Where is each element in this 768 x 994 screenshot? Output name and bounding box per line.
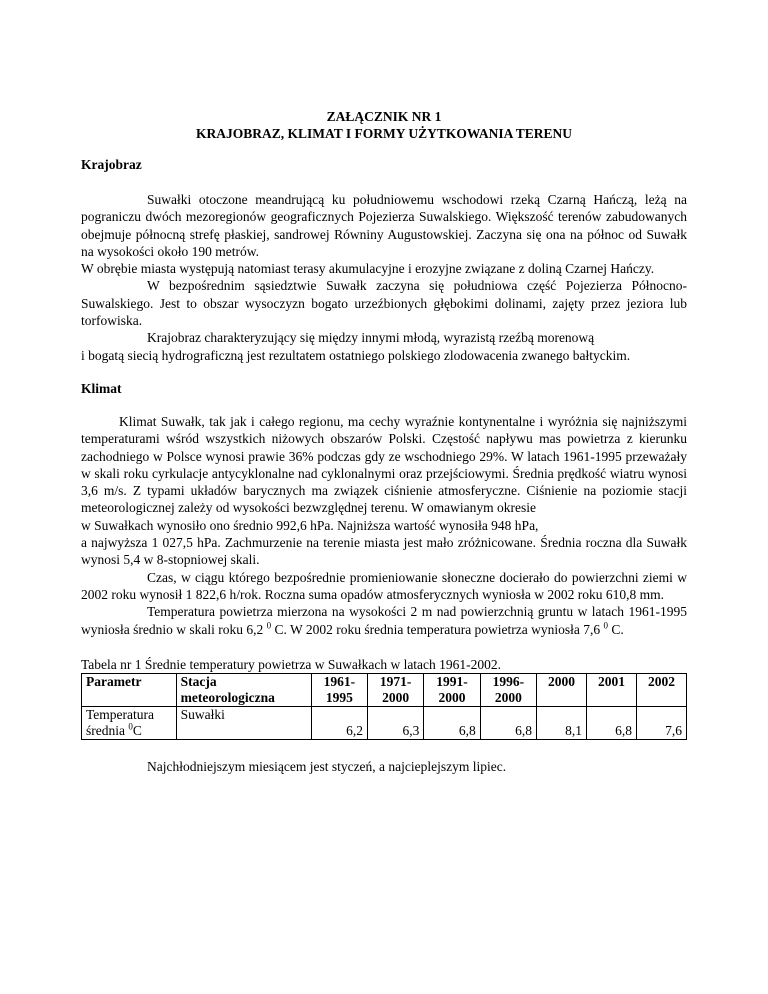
cell-value: 6,8 — [480, 706, 536, 739]
header-param: Parametr — [82, 673, 177, 706]
closing-paragraph: Najchłodniejszym miesiącem jest styczeń, a najcieplejszym lipiec. — [147, 758, 507, 774]
text-run: Temperatura powietrza mierzona na wysokości 2 m nad powierzchnią gruntu w latach 1961-1995 wyniosła średnio w skali roku 6,2 — [81, 604, 687, 637]
title-line-1: ZAŁĄCZNIK NR 1 — [326, 109, 442, 124]
paragraph: i bogatą siecią hydrograficzną jest rezultatem ostatniego polskiego zlodowacenia zwanego bałtyckim. — [81, 347, 631, 363]
cell-value: 7,6 — [636, 706, 686, 739]
cell-param — [82, 706, 177, 739]
text-run: C. W 2002 roku średnia temperatura powietrza wyniosła 7,6 — [271, 621, 604, 637]
temperature-table — [81, 673, 687, 740]
paragraph: Krajobraz charakteryzujący się między innymi młodą, wyrazistą rzeźbą morenową — [147, 330, 595, 346]
paragraph: w Suwałkach wynosiło ono średnio 992,6 hPa. Najniższa wartość wynosiła 948 hPa, — [81, 517, 539, 533]
text-run: średnia — [86, 722, 129, 738]
degree-sup: 0 — [603, 620, 609, 631]
header-col: 1961-1995 — [311, 673, 367, 706]
text-run: Temperatura — [86, 706, 155, 722]
document-title — [81, 108, 687, 142]
degree-sup: 0 — [128, 721, 133, 732]
table-header-row — [82, 673, 687, 706]
paragraph: W bezpośrednim sąsiedztwie Suwałk zaczyna się południowa część Pojezierza Północno-Suwalskiego. Jest to obszar wysoczyzn bogato urzeźbionych głębokimi dolinami, zajęty przez jeziora lub torfowiska. — [81, 278, 687, 329]
header-station: Stacja meteorologiczna — [176, 673, 311, 706]
document-page — [81, 0, 687, 775]
cell-value: 6,2 — [311, 706, 367, 739]
section-body-klimat — [81, 413, 687, 638]
header-col: 1996-2000 — [480, 673, 536, 706]
text-run: C. — [608, 621, 624, 637]
cell-station: Suwałki — [176, 706, 311, 739]
table-row — [82, 706, 687, 739]
paragraph-temperature — [81, 603, 687, 638]
cell-value: 6,3 — [368, 706, 424, 739]
title-line-2: KRAJOBRAZ, KLIMAT I FORMY UŻYTKOWANIA TERENU — [195, 126, 573, 141]
paragraph: W obrębie miasta występują natomiast terasy akumulacyjne i erozyjne związane z doliną Czarnej Hańczy. — [81, 261, 655, 277]
cell-value: 6,8 — [587, 706, 637, 739]
header-col: 2000 — [537, 673, 587, 706]
section-heading-krajobraz: Krajobraz — [81, 157, 142, 172]
text-run: C — [132, 722, 142, 738]
header-col: 1991-2000 — [424, 673, 480, 706]
paragraph: Czas, w ciągu którego bezpośrednie promieniowanie słoneczne docierało do powierzchni ziemi w 2002 roku wynosił 1 822,6 h/rok. Roczna suma opadów atmosferycznych wyniosła w 2002 roku 610,8 mm. — [81, 569, 687, 602]
degree-sup: 0 — [266, 620, 272, 631]
section-body-krajobraz — [81, 191, 687, 364]
header-col: 2001 — [587, 673, 637, 706]
cell-value: 8,1 — [537, 706, 587, 739]
paragraph: a najwyższa 1 027,5 hPa. Zachmurzenie na terenie miasta jest mało zróżnicowane. Średnia roczna dla Suwałk wynosi 5,4 w 8-stopniowej skali. — [81, 535, 687, 568]
paragraph: Klimat Suwałk, tak jak i całego regionu, ma cechy wyraźnie kontynentalne i wyróżnia się najniższymi temperaturami wśród wszystkich niżowych obszarów Polski. Częstość napływu mas powietrza z kierunku zachodniego w Polsce wynosi prawie 36% podczas gdy ze wschodniego 29%. W latach 1961-1995 przeważały w skali roku cyrkulacje antycyklonalne nad cyklonalnymi oraz przejściowymi. Średnia prędkość wiatru wynosi 3,6 m/s. Z typami układów barycznych ma związek ciśnienie atmosferyczne. Ciśnienie na poziomie stacji meteorologicznej zależy od wysokości bezwzględnej terenu. W omawianym okresie — [81, 413, 687, 516]
section-heading-klimat: Klimat — [81, 380, 122, 396]
table-caption: Tabela nr 1 Średnie temperatury powietrza w Suwałkach w latach 1961-2002. — [81, 656, 502, 672]
header-col: 2002 — [636, 673, 686, 706]
cell-value: 6,8 — [424, 706, 480, 739]
header-col: 1971-2000 — [368, 673, 424, 706]
paragraph: Suwałki otoczone meandrującą ku południowemu wschodowi rzeką Czarną Hańczą, leżą na pograniczu dwóch mezoregionów geograficznych Pojezierza Suwalskiego. Większość terenów zabudowanych obejmuje północną strefę płaskiej, sandrowej Równiny Augustowskiej. Zaczyna się ona na północ od Suwałk na wysokości około 190 metrów. — [81, 192, 687, 259]
